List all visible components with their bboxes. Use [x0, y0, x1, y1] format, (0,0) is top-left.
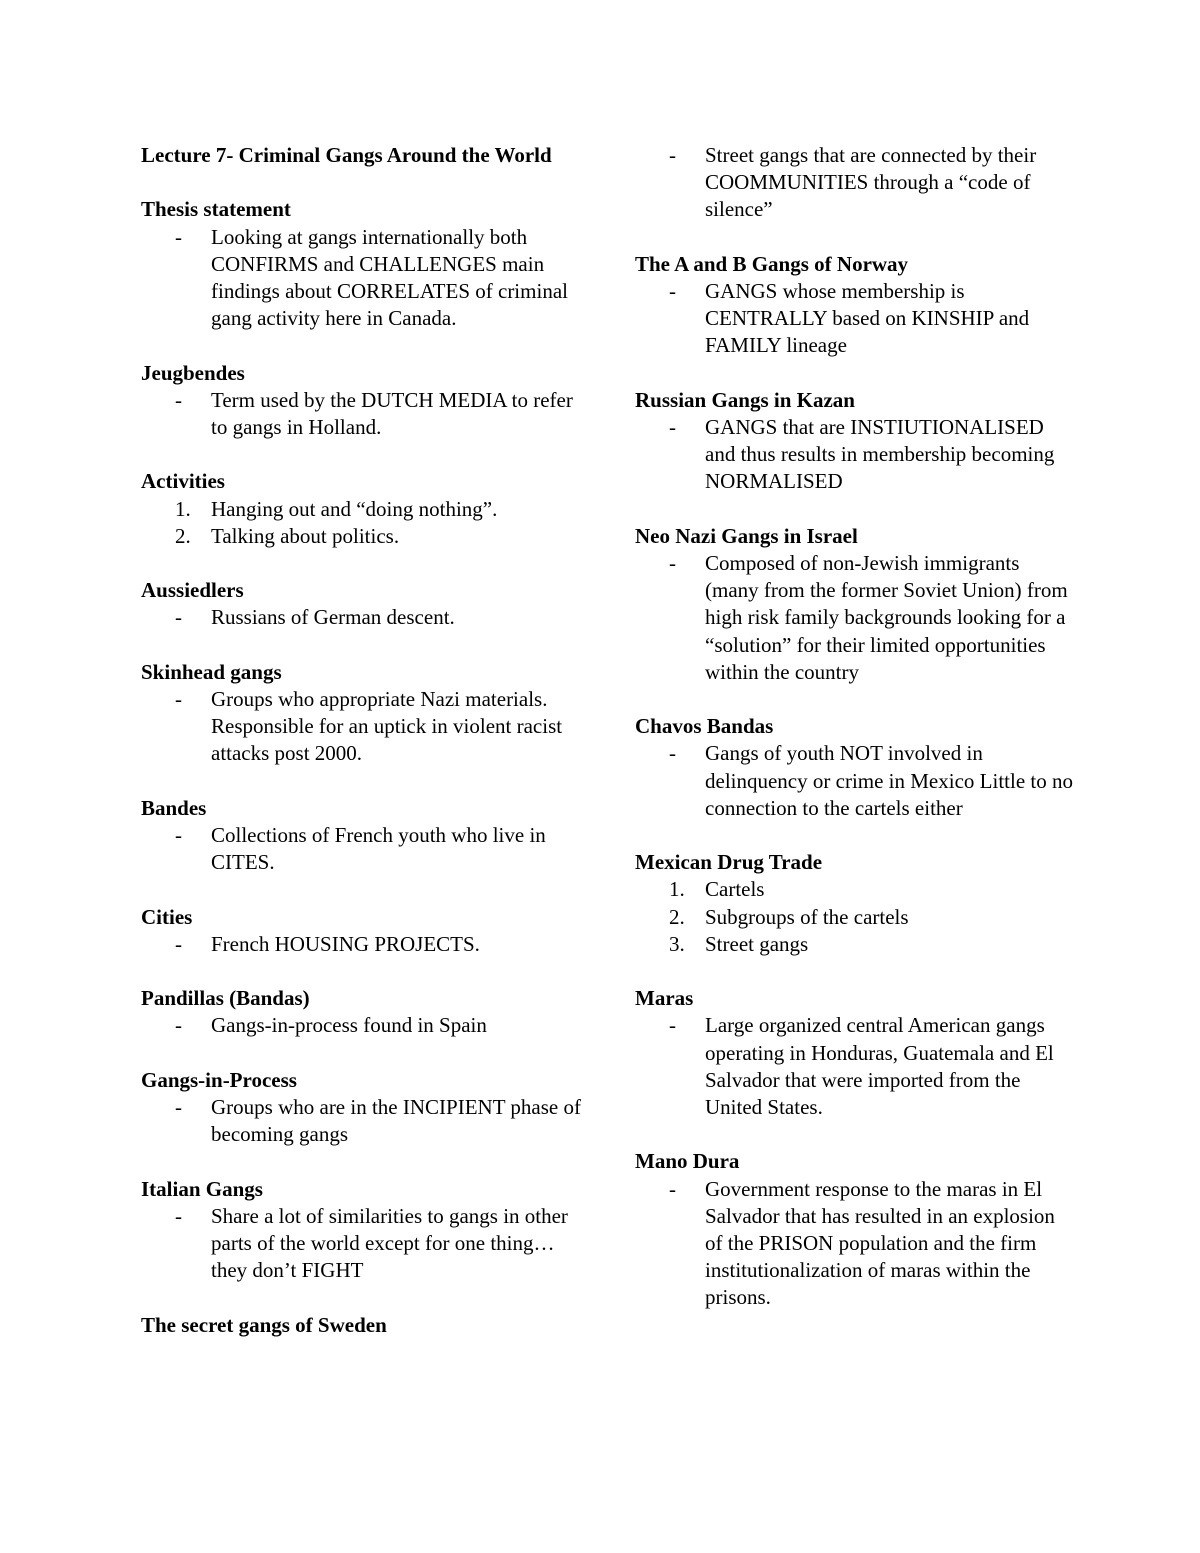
notes-section — [141, 1176, 581, 1285]
section-heading: The A and B Gangs of Norway — [635, 251, 909, 276]
list-item — [141, 604, 581, 631]
bullet-list — [141, 686, 581, 768]
section-heading: Bandes — [141, 795, 207, 820]
section-heading: Gangs-in-Process — [141, 1067, 297, 1092]
list-item — [141, 822, 581, 876]
list-item — [635, 1176, 1075, 1312]
list-item — [635, 876, 1075, 903]
list-item — [141, 387, 581, 441]
section-heading: Mano Dura — [635, 1149, 740, 1174]
notes-section — [141, 1312, 581, 1339]
section-heading: Cities — [141, 904, 193, 929]
list-item-text: Share a lot of similarities to gangs in other parts of the world except for one thing… they don’t FIGHT — [211, 1203, 568, 1283]
list-item — [635, 904, 1075, 931]
list-marker: - — [175, 822, 182, 847]
notes-section — [141, 360, 581, 442]
bullet-list — [635, 550, 1075, 686]
list-item — [141, 931, 581, 958]
notes-section — [635, 523, 1075, 686]
bullet-list — [141, 931, 581, 958]
list-item-text: Gangs of youth NOT involved in delinquency or crime in Mexico Little to no connection to the cartels either — [705, 741, 1073, 820]
list-marker: - — [669, 741, 676, 766]
notes-section — [141, 904, 581, 958]
notes-section — [635, 251, 1075, 360]
list-marker: - — [669, 1176, 676, 1201]
bullet-list — [141, 1094, 581, 1148]
section-heading: Pandillas (Bandas) — [141, 986, 310, 1011]
bullet-list — [635, 876, 1075, 958]
bullet-list — [141, 496, 581, 550]
list-item-text: Talking about politics. — [211, 523, 400, 548]
section-heading: Aussiedlers — [141, 578, 244, 603]
section-heading: Chavos Bandas — [635, 714, 774, 739]
bullet-list — [635, 142, 1075, 224]
section-heading: Neo Nazi Gangs in Israel — [635, 523, 858, 548]
list-marker: - — [175, 605, 182, 630]
bullet-list — [635, 414, 1075, 496]
list-item — [141, 496, 581, 523]
list-item-text: Looking at gangs internationally both CONFIRMS and CHALLENGES main findings about CORRELATES of criminal gang activity here in Canada. — [211, 224, 568, 331]
list-item — [141, 686, 581, 768]
section-heading: Thesis statement — [141, 197, 291, 222]
notes-section — [141, 795, 581, 877]
bullet-list — [141, 387, 581, 441]
bullet-list — [141, 224, 581, 333]
document-title: Lecture 7- Criminal Gangs Around the World — [141, 143, 552, 167]
list-marker: 2. — [175, 523, 191, 548]
list-marker: - — [669, 143, 676, 167]
bullet-list — [635, 1012, 1075, 1121]
list-item-text: Term used by the DUTCH MEDIA to refer to gangs in Holland. — [211, 387, 573, 439]
notes-section — [635, 985, 1075, 1121]
list-item — [635, 414, 1075, 496]
section-heading: Italian Gangs — [141, 1176, 263, 1201]
list-marker: 3. — [669, 931, 685, 956]
section-heading: Jeugbendes — [141, 360, 245, 385]
list-marker: - — [175, 1203, 182, 1228]
left-column — [141, 142, 581, 1366]
list-item — [635, 740, 1075, 822]
notes-section — [141, 577, 581, 631]
list-item-text: Russians of German descent. — [211, 605, 455, 630]
list-marker: - — [175, 387, 182, 412]
left-sections — [141, 196, 581, 1338]
notes-section — [635, 1148, 1075, 1311]
list-item-text: GANGS that are INSTIUTIONALISED and thus results in membership becoming NORMALISED — [705, 415, 1055, 494]
notes-section — [635, 142, 1075, 224]
bullet-list — [141, 822, 581, 876]
list-item — [141, 1094, 581, 1148]
section-heading: Russian Gangs in Kazan — [635, 387, 855, 412]
section-heading: The secret gangs of Sweden — [141, 1312, 387, 1337]
list-item-text: GANGS whose membership is CENTRALLY based on KINSHIP and FAMILY lineage — [705, 279, 1030, 358]
bullet-list — [635, 278, 1075, 360]
list-item — [141, 1203, 581, 1285]
list-marker: - — [669, 551, 676, 575]
bullet-list — [635, 1176, 1075, 1312]
notes-section — [635, 713, 1075, 822]
list-item-text: Groups who appropriate Nazi materials. Responsible for an uptick in violent racist attacks post 2000. — [211, 686, 563, 766]
list-item-text: Composed of non-Jewish immigrants (many from the former Soviet Union) from high risk family backgrounds looking for a “solution” for their limited opportunities within the country — [705, 551, 1068, 684]
list-item — [141, 523, 581, 550]
bullet-list — [141, 1203, 581, 1285]
list-marker: - — [175, 224, 182, 249]
list-item — [635, 1012, 1075, 1121]
list-marker: - — [669, 1013, 676, 1038]
list-marker: - — [175, 1013, 182, 1038]
bullet-list — [635, 740, 1075, 822]
list-item-text: Government response to the maras in El Salvador that has resulted in an explosion of the PRISON population and the firm institutionalization of maras within the prisons. — [705, 1176, 1055, 1310]
section-heading: Skinhead gangs — [141, 659, 282, 684]
list-marker: - — [175, 931, 182, 956]
list-marker: 1. — [175, 496, 191, 521]
list-item-text: Street gangs that are connected by their COOMMUNITIES through a “code of silence” — [705, 143, 1037, 222]
notes-section — [141, 985, 581, 1039]
notes-section — [635, 849, 1075, 958]
list-item-text: Subgroups of the cartels — [705, 904, 909, 929]
list-item-text: Hanging out and “doing nothing”. — [211, 496, 498, 521]
list-item-text: Large organized central American gangs operating in Honduras, Guatemala and El Salvador that were imported from the United States. — [705, 1013, 1054, 1120]
bullet-list — [141, 1012, 581, 1039]
right-column — [635, 142, 1075, 1339]
list-marker: 1. — [669, 877, 685, 902]
section-heading: Maras — [635, 986, 694, 1011]
list-item — [635, 550, 1075, 686]
list-item-text: French HOUSING PROJECTS. — [211, 931, 480, 956]
list-marker: - — [669, 415, 676, 439]
notes-section — [141, 196, 581, 332]
notes-section — [141, 659, 581, 768]
notes-section — [635, 387, 1075, 496]
list-item — [635, 142, 1075, 224]
list-item — [141, 1012, 581, 1039]
list-item-text: Cartels — [705, 877, 765, 902]
list-item-text: Street gangs — [705, 931, 809, 956]
list-marker: - — [175, 1094, 182, 1119]
list-marker: - — [175, 686, 182, 711]
list-item — [635, 278, 1075, 360]
list-item-text: Gangs-in-process found in Spain — [211, 1013, 487, 1038]
list-marker: 2. — [669, 904, 685, 929]
section-heading: Mexican Drug Trade — [635, 850, 823, 875]
bullet-list — [141, 604, 581, 631]
list-item-text: Groups who are in the INCIPIENT phase of becoming gangs — [211, 1094, 581, 1147]
list-item-text: Collections of French youth who live in CITES. — [211, 822, 546, 875]
list-item — [141, 224, 581, 333]
notes-section — [141, 1067, 581, 1149]
section-heading: Activities — [141, 469, 225, 494]
right-sections — [635, 142, 1075, 1312]
list-item — [635, 931, 1075, 958]
list-marker: - — [669, 279, 676, 303]
notes-section — [141, 468, 581, 550]
